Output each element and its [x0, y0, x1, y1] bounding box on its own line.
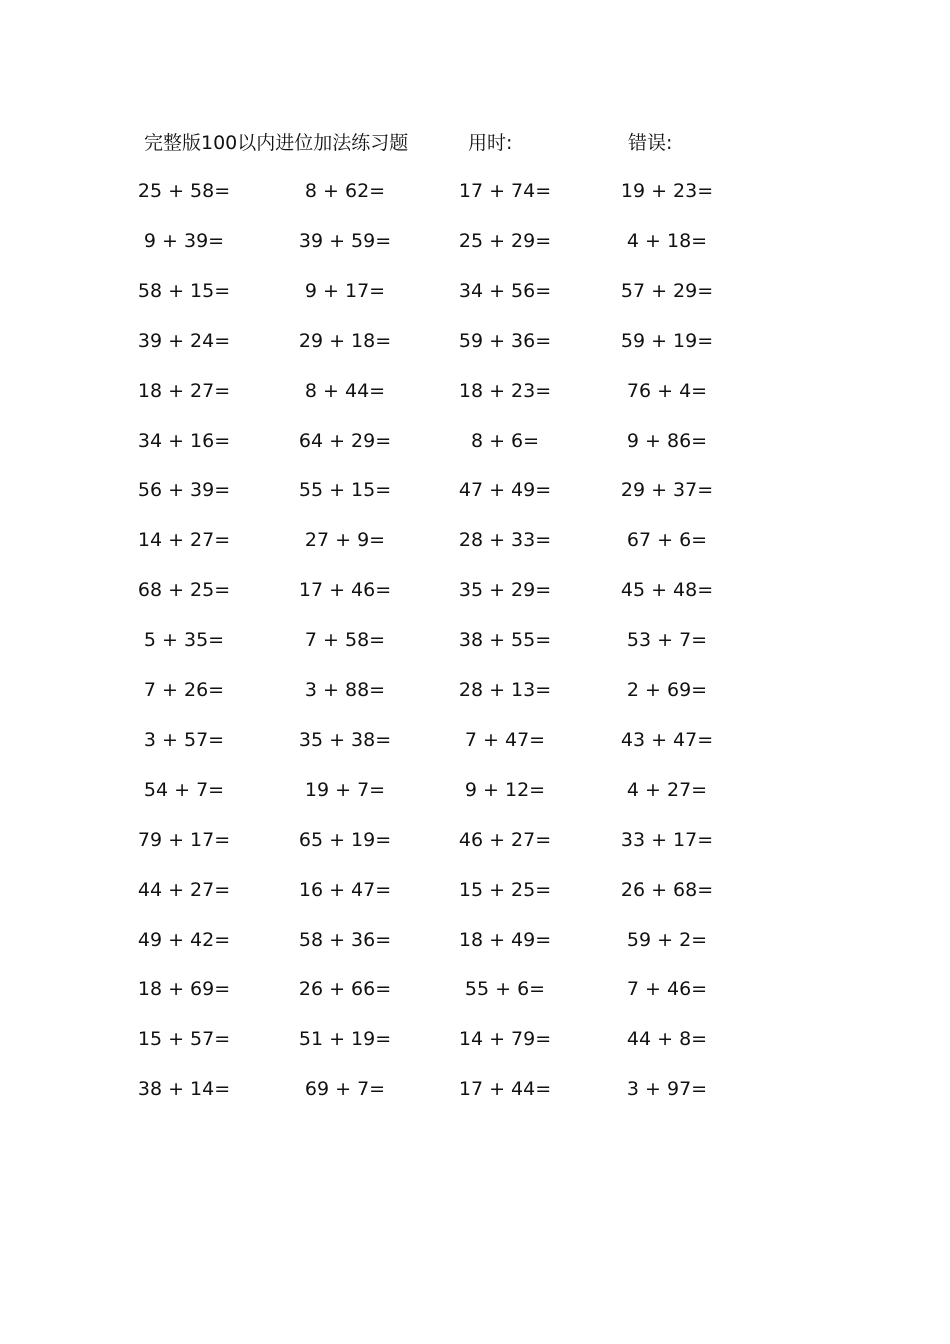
- addition-problem: 38 + 14=: [137, 1078, 231, 1101]
- problem-row: [0, 326, 950, 356]
- addition-problem: 2 + 69=: [626, 679, 708, 701]
- addition-problem: 39 + 59=: [298, 229, 392, 252]
- addition-problem: 44 + 27=: [137, 878, 231, 901]
- addition-problem: 18 + 69=: [137, 978, 231, 1001]
- addition-problem: 18 + 49=: [458, 928, 552, 951]
- addition-problem: 45 + 48=: [620, 579, 714, 602]
- problem-row: [0, 675, 950, 705]
- addition-problem: 67 + 6=: [626, 529, 708, 552]
- addition-problem: 7 + 46=: [626, 978, 708, 1001]
- problem-row: [0, 475, 950, 505]
- addition-problem: 59 + 2=: [626, 928, 708, 951]
- errors-label: 错误:: [628, 132, 673, 154]
- addition-problem: 7 + 47=: [464, 728, 546, 751]
- addition-problem: 19 + 23=: [620, 180, 714, 202]
- problem-row: [0, 525, 950, 555]
- addition-problem: 5 + 35=: [143, 629, 225, 652]
- problem-row: [0, 974, 950, 1004]
- addition-problem: 54 + 7=: [143, 778, 225, 801]
- problem-row: [0, 276, 950, 306]
- addition-problem: 17 + 44=: [458, 1078, 552, 1101]
- worksheet-header: [0, 128, 950, 156]
- addition-problem: 51 + 19=: [298, 1028, 392, 1051]
- addition-problem: 35 + 38=: [298, 728, 392, 751]
- addition-problem: 55 + 6=: [464, 978, 546, 1001]
- addition-problem: 59 + 36=: [458, 329, 552, 352]
- problem-row: [0, 376, 950, 406]
- addition-problem: 9 + 39=: [143, 229, 225, 252]
- addition-problem: 43 + 47=: [620, 728, 714, 751]
- problem-row: [0, 825, 950, 855]
- addition-problem: 9 + 12=: [464, 778, 546, 801]
- addition-problem: 79 + 17=: [137, 828, 231, 851]
- addition-problem: 69 + 7=: [304, 1078, 386, 1101]
- addition-problem: 65 + 19=: [298, 828, 392, 851]
- problem-row: [0, 875, 950, 905]
- addition-problem: 55 + 15=: [298, 479, 392, 502]
- addition-problem: 28 + 33=: [458, 529, 552, 552]
- addition-problem: 15 + 25=: [458, 878, 552, 901]
- addition-problem: 47 + 49=: [458, 479, 552, 502]
- addition-problem: 18 + 23=: [458, 379, 552, 402]
- addition-problem: 8 + 44=: [304, 379, 386, 402]
- addition-problem: 76 + 4=: [626, 379, 708, 402]
- addition-problem: 38 + 55=: [458, 629, 552, 652]
- addition-problem: 34 + 56=: [458, 279, 552, 302]
- addition-problem: 19 + 7=: [304, 778, 386, 801]
- addition-problem: 3 + 97=: [626, 1078, 708, 1101]
- worksheet-title: 完整版100以内进位加法练习题: [144, 132, 409, 154]
- addition-problem: 35 + 29=: [458, 579, 552, 602]
- addition-problem: 44 + 8=: [626, 1028, 708, 1051]
- problem-row: [0, 925, 950, 955]
- addition-problem: 29 + 37=: [620, 479, 714, 502]
- addition-problem: 34 + 16=: [137, 429, 231, 452]
- addition-problem: 16 + 47=: [298, 878, 392, 901]
- addition-problem: 59 + 19=: [620, 329, 714, 352]
- addition-problem: 3 + 88=: [304, 679, 386, 701]
- addition-problem: 33 + 17=: [620, 828, 714, 851]
- addition-problem: 9 + 17=: [304, 279, 386, 302]
- addition-problem: 49 + 42=: [137, 928, 231, 951]
- problem-row: [0, 226, 950, 256]
- addition-problem: 39 + 24=: [137, 329, 231, 352]
- addition-problem: 4 + 18=: [626, 229, 708, 252]
- addition-problem: 57 + 29=: [620, 279, 714, 302]
- addition-problem: 26 + 66=: [298, 978, 392, 1001]
- addition-problem: 8 + 62=: [304, 180, 386, 202]
- problem-row: [0, 775, 950, 805]
- addition-problem: 29 + 18=: [298, 329, 392, 352]
- addition-problem: 7 + 26=: [143, 679, 225, 701]
- addition-problem: 17 + 74=: [458, 180, 552, 202]
- problem-row: [0, 575, 950, 605]
- addition-problem: 17 + 46=: [298, 579, 392, 602]
- addition-problem: 46 + 27=: [458, 828, 552, 851]
- time-label: 用时:: [468, 132, 513, 154]
- problem-row: [0, 426, 950, 456]
- addition-problem: 14 + 27=: [137, 529, 231, 552]
- addition-problem: 8 + 6=: [470, 429, 540, 452]
- addition-problem: 14 + 79=: [458, 1028, 552, 1051]
- problem-row: [0, 625, 950, 655]
- addition-problem: 64 + 29=: [298, 429, 392, 452]
- problem-grid: [0, 176, 950, 1116]
- addition-problem: 18 + 27=: [137, 379, 231, 402]
- addition-problem: 7 + 58=: [304, 629, 386, 652]
- addition-problem: 58 + 15=: [137, 279, 231, 302]
- problem-row: [0, 725, 950, 755]
- addition-problem: 9 + 86=: [626, 429, 708, 452]
- addition-problem: 28 + 13=: [458, 679, 552, 701]
- addition-problem: 4 + 27=: [626, 778, 708, 801]
- addition-problem: 53 + 7=: [626, 629, 708, 652]
- addition-problem: 25 + 58=: [137, 180, 231, 202]
- addition-problem: 56 + 39=: [137, 479, 231, 502]
- problem-row: [0, 1024, 950, 1054]
- addition-problem: 58 + 36=: [298, 928, 392, 951]
- addition-problem: 27 + 9=: [304, 529, 386, 552]
- addition-problem: 3 + 57=: [143, 728, 225, 751]
- problem-row: [0, 176, 950, 206]
- addition-problem: 26 + 68=: [620, 878, 714, 901]
- addition-problem: 15 + 57=: [137, 1028, 231, 1051]
- addition-problem: 25 + 29=: [458, 229, 552, 252]
- problem-row: [0, 1074, 950, 1104]
- addition-problem: 68 + 25=: [137, 579, 231, 602]
